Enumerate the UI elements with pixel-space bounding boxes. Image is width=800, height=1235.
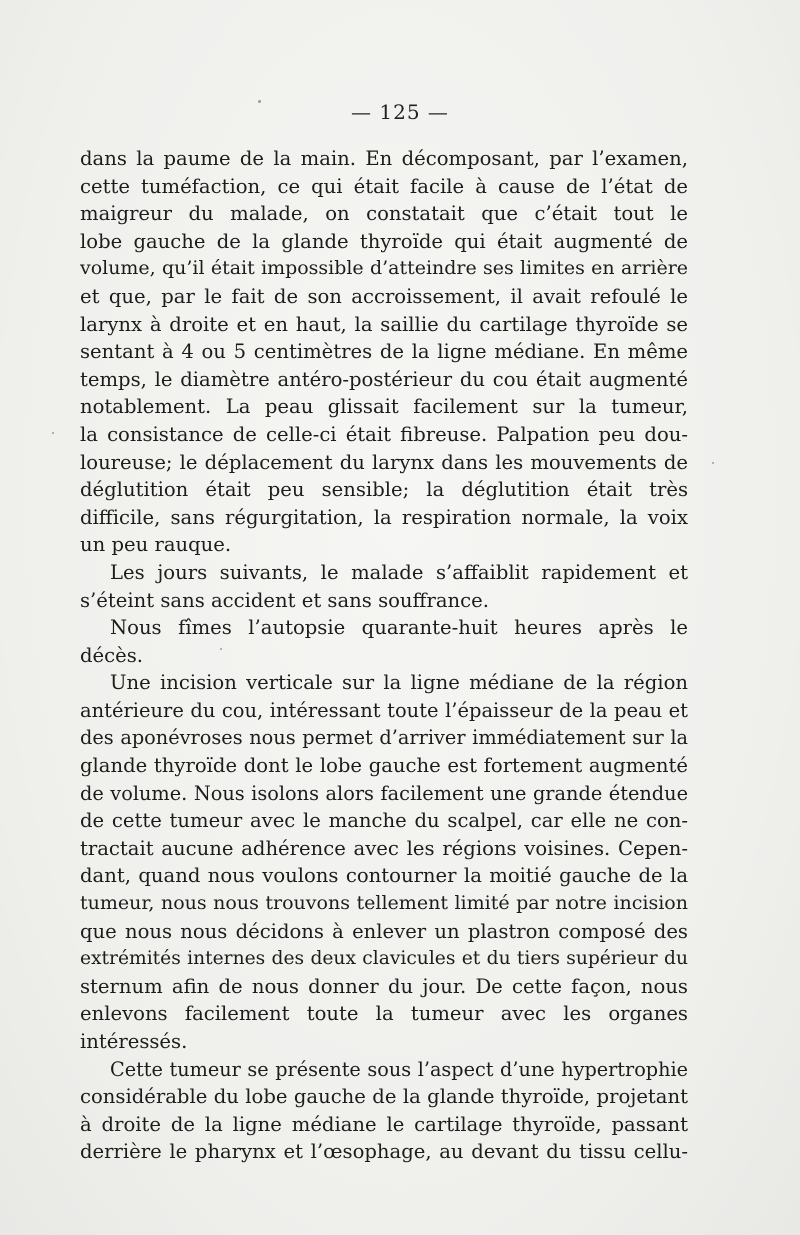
text-line xyxy=(80,862,688,890)
text-line xyxy=(80,1028,688,1056)
text-line-content: maigreur du malade, on constatait que c’était tout le xyxy=(80,202,688,226)
text-line xyxy=(80,476,688,504)
text-line xyxy=(80,531,688,559)
text-line xyxy=(80,283,688,311)
text-line-content: un peu rauque. xyxy=(80,533,232,557)
text-line xyxy=(80,228,688,256)
text-line xyxy=(80,697,688,725)
text-line-content: que nous nous décidons à enlever un plastron composé des xyxy=(80,919,688,943)
text-line-content: tumeur, nous nous trouvons tellement limité par notre incision xyxy=(80,892,688,915)
text-line-content: larynx à droite et en haut, la saillie du cartilage thyroïde se xyxy=(80,312,688,336)
text-line xyxy=(80,807,688,835)
text-line xyxy=(80,200,688,228)
text-line xyxy=(80,393,688,421)
text-line-content: loureuse; le déplacement du larynx dans les mouvements de xyxy=(80,450,688,474)
text-line-content: glande thyroïde dont le lobe gauche est fortement augmenté xyxy=(80,754,688,778)
text-line-content: sentant à 4 ou 5 centimètres de la ligne médiane. En même xyxy=(80,340,688,364)
print-speck xyxy=(220,648,222,650)
text-line-content: à droite de la ligne médiane le cartilage thyroïde, passant xyxy=(80,1112,688,1136)
text-line-content: de volume. Nous isolons alors facilement une grande étendue xyxy=(80,781,688,805)
text-line xyxy=(80,421,688,449)
text-line-content: dans la paume de la main. En décomposant, par l’examen, xyxy=(80,147,688,170)
print-speck xyxy=(712,462,714,464)
text-line-content: dant, quand nous voulons contourner la moitié gauche de la xyxy=(80,864,688,888)
text-line xyxy=(80,587,688,615)
body-text xyxy=(80,145,688,1166)
text-line xyxy=(80,945,688,973)
text-line xyxy=(80,1000,688,1028)
text-line xyxy=(80,614,688,642)
text-line xyxy=(80,752,688,780)
text-line-content: volume, qu’il était impossible d’atteindre ses limites en arrière xyxy=(80,257,688,280)
text-line xyxy=(80,504,688,532)
text-line xyxy=(80,338,688,366)
text-line xyxy=(80,255,688,283)
text-line-content: notablement. La peau glissait facilement sur la tumeur, xyxy=(80,395,688,419)
page-number: — 125 — xyxy=(351,100,449,124)
text-line-content: Une incision verticale sur la ligne médiane de la région xyxy=(110,671,688,695)
text-line xyxy=(80,890,688,918)
text-line-content: antérieure du cou, intéressant toute l’épaisseur de la peau et xyxy=(80,698,688,722)
text-line-content: la consistance de celle-ci était fibreuse. Palpation peu dou- xyxy=(80,422,688,446)
text-line xyxy=(80,366,688,394)
text-line-content: tractait aucune adhérence avec les régions voisines. Cepen- xyxy=(80,836,688,860)
text-line-content: et que, par le fait de son accroissement, il avait refoulé le xyxy=(80,284,688,308)
text-line xyxy=(80,311,688,339)
text-line-content: s’éteint sans accident et sans souffrance. xyxy=(80,588,489,612)
text-line-content: déglutition était peu sensible; la déglutition était très xyxy=(80,478,688,502)
text-line-content: de cette tumeur avec le manche du scalpel, car elle ne con- xyxy=(80,809,688,833)
text-line xyxy=(80,1138,688,1166)
text-line-content: extrémités internes des deux clavicules et du tiers supérieur du xyxy=(80,948,688,970)
text-line-content: décès. xyxy=(80,643,143,667)
text-line xyxy=(80,145,688,173)
text-line-content: Nous fîmes l’autopsie quarante-huit heures après le xyxy=(110,616,688,640)
text-line-content: enlevons facilement toute la tumeur avec les organes xyxy=(80,1002,688,1026)
text-line-content: lobe gauche de la glande thyroïde qui était augmenté de xyxy=(80,229,688,253)
text-line-content: sternum afin de nous donner du jour. De cette façon, nous xyxy=(80,974,688,998)
text-line xyxy=(80,918,688,946)
text-line-content: Les jours suivants, le malade s’affaiblit rapidement et xyxy=(110,560,688,584)
text-line xyxy=(80,835,688,863)
text-line xyxy=(80,724,688,752)
text-line xyxy=(80,1111,688,1139)
text-line xyxy=(80,642,688,670)
text-line-content: temps, le diamètre antéro-postérieur du cou était augmenté xyxy=(80,367,688,391)
text-line xyxy=(80,559,688,587)
text-line xyxy=(80,780,688,808)
text-line-content: cette tuméfaction, ce qui était facile à cause de l’état de xyxy=(80,174,688,198)
text-line-content: Cette tumeur se présente sous l’aspect d’une hypertrophie xyxy=(110,1057,688,1081)
text-line xyxy=(80,973,688,1001)
text-line xyxy=(80,1056,688,1084)
text-line xyxy=(80,1083,688,1111)
print-speck xyxy=(52,432,54,434)
print-speck xyxy=(258,100,261,103)
text-line-content: intéressés. xyxy=(80,1030,188,1053)
text-line xyxy=(80,669,688,697)
text-line xyxy=(80,173,688,201)
text-line-content: des aponévroses nous permet d’arriver immédiatement sur la xyxy=(80,726,688,750)
text-line-content: difficile, sans régurgitation, la respiration normale, la voix xyxy=(80,505,688,529)
text-line xyxy=(80,449,688,477)
text-line-content: considérable du lobe gauche de la glande thyroïde, projetant xyxy=(80,1085,688,1109)
text-line-content: derrière le pharynx et l’œsophage, au devant du tissu cellu- xyxy=(80,1140,688,1164)
